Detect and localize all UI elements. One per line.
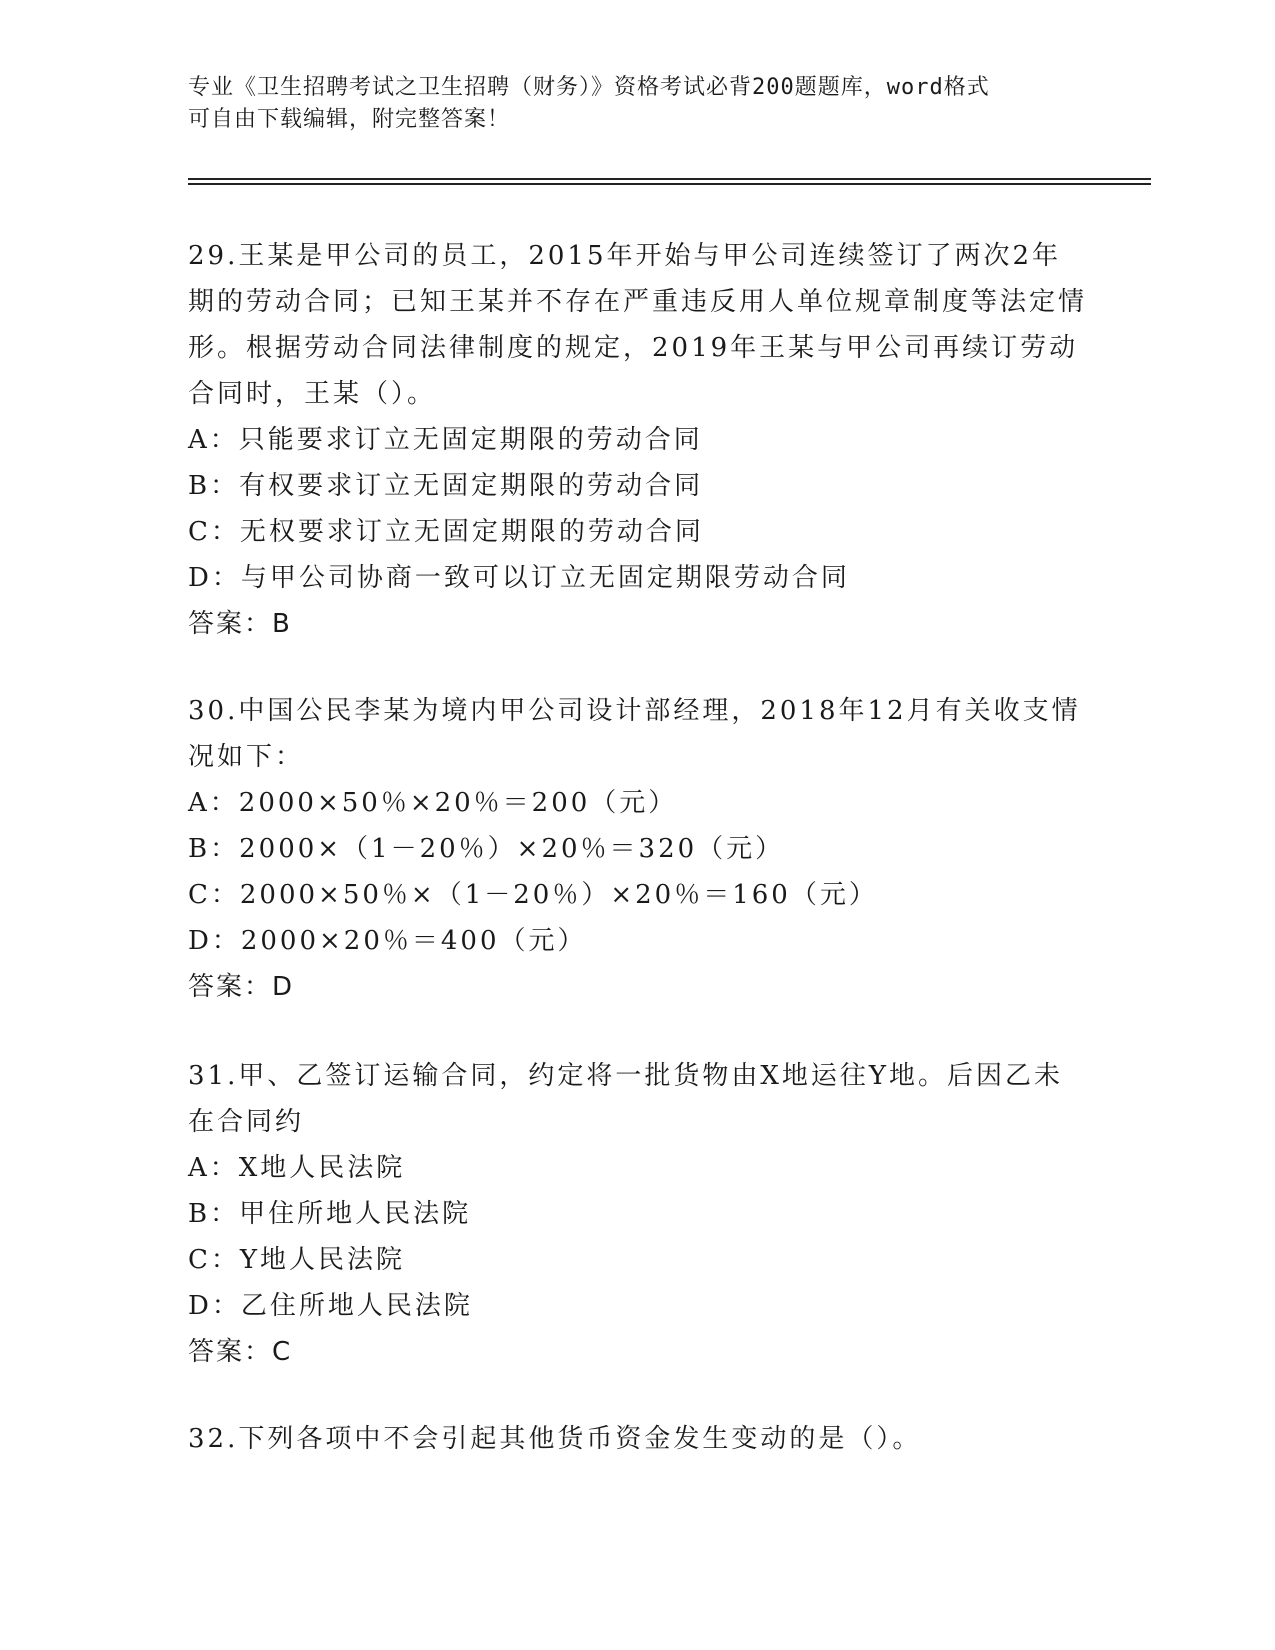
question-stem: 30.中国公民李某为境内甲公司设计部经理，2018年12月有关收支情况如下： xyxy=(188,696,1081,772)
option-b: B：2000×（1－20％）×20％＝320（元） xyxy=(188,834,785,864)
answer: 答案：D xyxy=(188,972,295,1002)
answer: 答案：B xyxy=(188,609,292,639)
header-divider-bottom xyxy=(188,183,1151,185)
option-c: C：无权要求订立无固定期限的劳动合同 xyxy=(188,517,704,547)
question-29 xyxy=(188,233,1088,647)
answer: 答案：C xyxy=(188,1337,293,1367)
question-stem: 32.下列各项中不会引起其他货币资金发生变动的是（）。 xyxy=(188,1424,922,1454)
option-d: D：与甲公司协商一致可以订立无固定期限劳动合同 xyxy=(188,563,850,593)
header-divider-top xyxy=(188,178,1151,180)
question-stem: 31.甲、乙签订运输合同，约定将一批货物由X地运往Y地。后因乙未在合同约 xyxy=(188,1061,1064,1137)
question-stem: 29.王某是甲公司的员工，2015年开始与甲公司连续签订了两次2年期的劳动合同；已知王某并不存在严重违反用人单位规章制度等法定情形。根据劳动合同法律制度的规定，2019年王某与甲公司再续订劳动合同时，王某（）。 xyxy=(188,241,1088,409)
option-d: D：乙住所地人民法院 xyxy=(188,1291,473,1321)
option-a: A：只能要求订立无固定期限的劳动合同 xyxy=(188,425,703,455)
question-32 xyxy=(188,1416,1088,1462)
question-30 xyxy=(188,688,1088,1010)
option-b: B：有权要求订立无固定期限的劳动合同 xyxy=(188,471,704,501)
document-header xyxy=(188,72,1088,136)
header-line-2: 可自由下载编辑，附完整答案！ xyxy=(188,107,511,132)
option-a: A：X地人民法院 xyxy=(188,1153,406,1183)
option-c: C：Y地人民法院 xyxy=(188,1245,406,1275)
header-line-1: 专业《卫生招聘考试之卫生招聘（财务）》资格考试必背200题题库，word格式 xyxy=(188,75,990,100)
option-b: B：甲住所地人民法院 xyxy=(188,1199,472,1229)
option-c: C：2000×50％×（1－20％）×20％＝160（元） xyxy=(188,880,878,910)
option-a: A：2000×50％×20％＝200（元） xyxy=(188,788,678,818)
question-31 xyxy=(188,1053,1088,1375)
option-d: D：2000×20％＝400（元） xyxy=(188,926,587,956)
